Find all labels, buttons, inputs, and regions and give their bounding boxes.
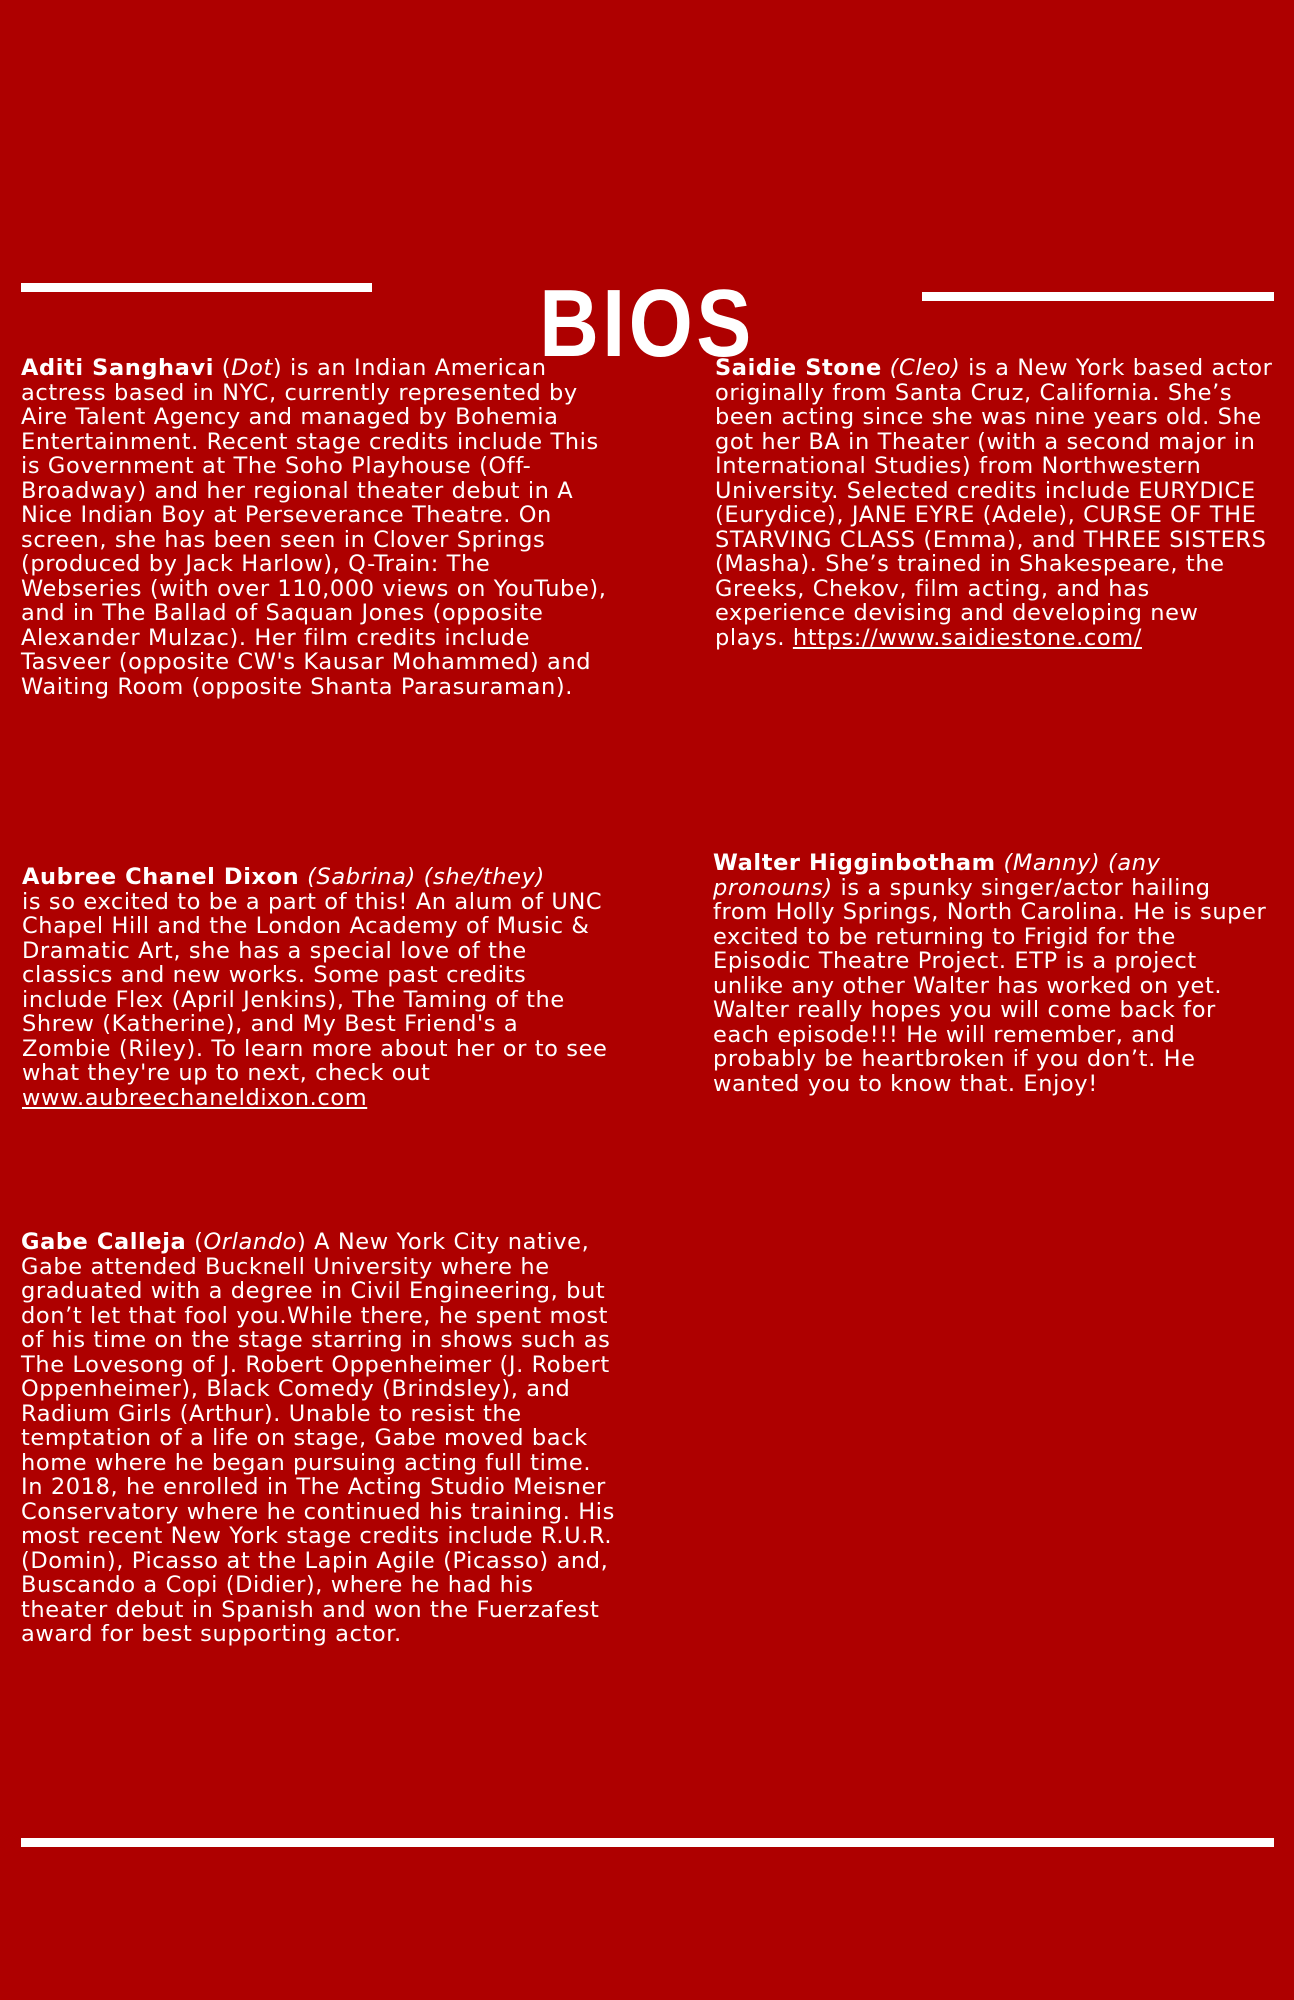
bio-text: A New York City native, Gabe attended Bucknell University where he graduated with a degree in Civil Engineering, but don’t let that fool you.While there, he spent most of his time on the stage starring in shows such as The Lovesong of J. Robert Oppenheimer (J. Robert Oppenheimer), Black Comedy (Brindsley), and Radium Girls (Arthur). Unable to resist the temptation of a life on stage, Gabe moved back home where he began pursuing acting full time. In 2018, he enrolled in The Acting Studio Meisner Conservatory where he continued his training. His most recent New York stage credits include R.U.R. (Domin), Picasso at the Lapin Agile (Picasso) and, Buscando a Copi (Didier), where he had his theater debut in Spanish and won the Fuerzafest award for best supporting actor. (21, 1229, 615, 1647)
bio-aditi-sanghavi (21, 356, 616, 699)
bio-name: Gabe Calleja (21, 1229, 187, 1255)
bio-aubree-chanel-dixon (22, 865, 612, 1110)
bio-gabe-calleja (21, 1230, 616, 1647)
bio-role: (Cleo) (881, 355, 961, 381)
bio-name: Walter Higginbotham (713, 850, 996, 876)
bio-website-link[interactable]: www.aubreechaneldixon.com (22, 1084, 368, 1111)
bio-text: is so excited to be a part of this! An alum of UNC Chapel Hill and the London Academy of Music & Dramatic Art, she has a special love of the classics and new works. Some past credits include Flex (April Jenkins), The Taming of the Shrew (Katherine), and My Best Friend's a Zombie (Riley). To learn more about her or to see what they're up to next, check out (22, 888, 608, 1086)
bio-role-paren-open: ( (214, 355, 232, 381)
bio-role: (Sabrina) (she/they) (299, 864, 545, 890)
bio-name: Aubree Chanel Dixon (22, 864, 300, 890)
bio-text: is a spunky singer/actor hailing from Holly Springs, North Carolina. He is super excited to be returning to Frigid for the Episodic Theatre Project. ETP is a project unlike any other Walter has worked on yet. Walter really hopes you will come back for each episode!!! He will remember, and probably be heartbroken if you don’t. He wanted you to know that. Enjoy! (713, 874, 1267, 1097)
bio-text: is an Indian American actress based in NYC, currently represented by Aire Talent Agency and managed by Bohemia Entertainment. Recent stage credits include This is Government at The Soho Playhouse (Off-Broadway) and her regional theater debut in A Nice Indian Boy at Perseverance Theatre. On screen, she has been seen in Clover Springs (produced by Jack Harlow), Q-Train: The Webseries (with over 110,000 views on YouTube), and in The Ballad of Saquan Jones (opposite Alexander Mulzac). Her film credits include Tasveer (opposite CW's Kausar Mohammed) and Waiting Room (opposite Shanta Parasuraman). (21, 355, 607, 700)
bio-text: is a New York based actor originally from Santa Cruz, California. She’s been acting since she was nine years old. She got her BA in Theater (with a second major in International Studies) from Northwestern University. Selected credits include EURYDICE (Eurydice), JANE EYRE (Adele), CURSE OF THE STARVING CLASS (Emma), and THREE SISTERS (Masha). She’s trained in Shakespeare, the Greeks, Chekov, film acting, and has experience devising and developing new plays. (715, 355, 1273, 651)
bio-role-paren-close: ) (272, 355, 283, 381)
bio-saidie-stone (715, 356, 1275, 650)
bio-name: Aditi Sanghavi (21, 355, 215, 381)
bio-role: (Manny) (any pronouns) (713, 850, 1161, 901)
bottom-rule (21, 1838, 1274, 1847)
bio-role: Orlando (203, 1229, 297, 1255)
bio-role-paren-open: ( (186, 1229, 204, 1255)
bio-walter-higginbotham (713, 851, 1268, 1096)
bio-website-link[interactable]: https://www.saidiestone.com/ (792, 624, 1142, 651)
page-title: BIOS (539, 270, 755, 378)
bio-role-paren-close: ) (296, 1229, 307, 1255)
bio-role: Dot (231, 355, 273, 381)
bio-name: Saidie Stone (715, 355, 882, 381)
